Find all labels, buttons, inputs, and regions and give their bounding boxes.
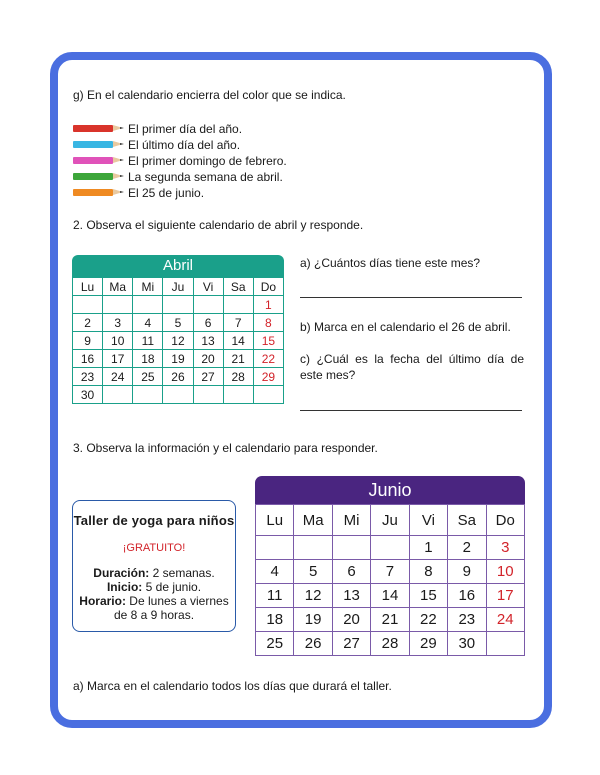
abril-day-cell[interactable]: 1	[253, 296, 283, 314]
junio-day-cell[interactable]: 12	[294, 584, 332, 608]
abril-weekday: Lu	[73, 278, 103, 296]
abril-day-cell[interactable]: 19	[163, 350, 193, 368]
abril-day-cell[interactable]	[163, 296, 193, 314]
abril-day-cell[interactable]: 20	[193, 350, 223, 368]
abril-day-cell[interactable]: 2	[73, 314, 103, 332]
abril-weekday: Mi	[133, 278, 163, 296]
junio-day-cell[interactable]: 19	[294, 608, 332, 632]
junio-day-cell[interactable]: 1	[409, 536, 447, 560]
abril-day-cell[interactable]: 9	[73, 332, 103, 350]
abril-day-cell[interactable]	[193, 296, 223, 314]
abril-day-cell[interactable]	[73, 296, 103, 314]
duration-label: Duración:	[93, 566, 150, 580]
yoga-info-box	[72, 500, 236, 632]
junio-day-cell[interactable]: 23	[448, 608, 486, 632]
abril-day-cell[interactable]: 7	[223, 314, 253, 332]
junio-day-cell[interactable]	[256, 536, 294, 560]
junio-weekday: Mi	[332, 505, 370, 536]
abril-day-cell[interactable]: 8	[253, 314, 283, 332]
color-key-item: El primer domingo de febrero.	[128, 154, 287, 168]
junio-day-cell[interactable]	[294, 536, 332, 560]
abril-weekday: Ma	[103, 278, 133, 296]
abril-day-cell[interactable]: 18	[133, 350, 163, 368]
abril-day-cell[interactable]: 22	[253, 350, 283, 368]
abril-day-cell[interactable]: 27	[193, 368, 223, 386]
junio-day-cell[interactable]: 10	[486, 560, 524, 584]
junio-weekday: Lu	[256, 505, 294, 536]
abril-day-cell[interactable]: 6	[193, 314, 223, 332]
abril-grid	[72, 277, 284, 404]
junio-weekday: Ma	[294, 505, 332, 536]
abril-weekday: Sa	[223, 278, 253, 296]
abril-day-cell[interactable]: 3	[103, 314, 133, 332]
answer-line-2a[interactable]	[300, 297, 522, 298]
abril-day-cell[interactable]: 21	[223, 350, 253, 368]
abril-day-cell[interactable]	[103, 386, 133, 404]
question-3a: a) Marca en el calendario todos los días que durará el taller.	[73, 679, 392, 693]
abril-day-cell[interactable]: 26	[163, 368, 193, 386]
abril-day-cell[interactable]: 24	[103, 368, 133, 386]
abril-day-cell[interactable]	[103, 296, 133, 314]
question-2c-line2: este mes?	[300, 368, 356, 382]
abril-day-cell[interactable]: 13	[193, 332, 223, 350]
instruction-2: 2. Observa el siguiente calendario de abril y responde.	[73, 218, 364, 232]
abril-day-cell[interactable]: 15	[253, 332, 283, 350]
junio-day-cell[interactable]: 26	[294, 632, 332, 656]
start-value: 5 de junio.	[142, 580, 202, 594]
abril-day-cell[interactable]: 4	[133, 314, 163, 332]
abril-day-cell[interactable]	[253, 386, 283, 404]
start-label: Inicio:	[106, 580, 143, 594]
abril-day-cell[interactable]	[223, 296, 253, 314]
junio-day-cell[interactable]: 18	[256, 608, 294, 632]
abril-day-cell[interactable]	[193, 386, 223, 404]
question-2a: a) ¿Cuántos días tiene este mes?	[300, 256, 481, 270]
junio-day-cell[interactable]: 6	[332, 560, 370, 584]
color-key-item: El último día del año.	[128, 138, 241, 152]
color-key-item: El 25 de junio.	[128, 186, 205, 200]
junio-day-cell[interactable]: 28	[371, 632, 409, 656]
junio-day-cell[interactable]: 7	[371, 560, 409, 584]
abril-day-cell[interactable]	[163, 386, 193, 404]
abril-calendar	[72, 255, 284, 404]
junio-day-cell[interactable]: 27	[332, 632, 370, 656]
abril-day-cell[interactable]: 30	[73, 386, 103, 404]
abril-weekday: Ju	[163, 278, 193, 296]
abril-day-cell[interactable]	[223, 386, 253, 404]
question-2c-line1: c) ¿Cuál es la fecha del último día de	[300, 352, 524, 366]
junio-day-cell[interactable]: 14	[371, 584, 409, 608]
junio-weekday: Vi	[409, 505, 447, 536]
junio-day-cell[interactable]: 17	[486, 584, 524, 608]
junio-day-cell[interactable]: 20	[332, 608, 370, 632]
junio-day-cell[interactable]	[486, 632, 524, 656]
junio-header: Junio	[255, 476, 525, 504]
abril-weekday: Do	[253, 278, 283, 296]
junio-day-cell[interactable]: 5	[294, 560, 332, 584]
junio-day-cell[interactable]: 11	[256, 584, 294, 608]
junio-day-cell[interactable]: 29	[409, 632, 447, 656]
pencil-icon	[73, 141, 125, 148]
yoga-title: Taller de yoga para niños	[73, 513, 235, 528]
duration-value: 2 semanas.	[149, 566, 215, 580]
junio-day-cell[interactable]: 4	[256, 560, 294, 584]
junio-day-cell[interactable]	[371, 536, 409, 560]
abril-day-cell[interactable]: 28	[223, 368, 253, 386]
abril-day-cell[interactable]: 16	[73, 350, 103, 368]
abril-day-cell[interactable]: 14	[223, 332, 253, 350]
pencil-icon	[73, 157, 125, 164]
junio-day-cell[interactable]: 15	[409, 584, 447, 608]
abril-day-cell[interactable]: 11	[133, 332, 163, 350]
junio-day-cell[interactable]	[332, 536, 370, 560]
schedule-line2: de 8 a 9 horas.	[113, 608, 195, 622]
question-2b: b) Marca en el calendario el 26 de abril.	[300, 320, 511, 334]
junio-weekday: Do	[486, 505, 524, 536]
abril-day-cell[interactable]: 12	[163, 332, 193, 350]
abril-day-cell[interactable]: 17	[103, 350, 133, 368]
abril-day-cell[interactable]: 25	[133, 368, 163, 386]
abril-day-cell[interactable]: 5	[163, 314, 193, 332]
junio-day-cell[interactable]: 25	[256, 632, 294, 656]
color-key-item: El primer día del año.	[128, 122, 243, 136]
junio-day-cell[interactable]: 3	[486, 536, 524, 560]
junio-day-cell[interactable]: 24	[486, 608, 524, 632]
abril-header: Abril	[72, 255, 284, 277]
junio-calendar	[255, 476, 525, 656]
junio-day-cell[interactable]: 9	[448, 560, 486, 584]
junio-day-cell[interactable]: 21	[371, 608, 409, 632]
abril-day-cell[interactable]: 23	[73, 368, 103, 386]
pencil-icon	[73, 173, 125, 180]
schedule-label: Horario:	[79, 594, 126, 608]
schedule-value: De lunes a viernes	[125, 594, 229, 608]
abril-day-cell[interactable]: 29	[253, 368, 283, 386]
junio-day-cell[interactable]: 8	[409, 560, 447, 584]
abril-day-cell[interactable]: 10	[103, 332, 133, 350]
pencil-icon	[73, 189, 125, 196]
junio-day-cell[interactable]: 16	[448, 584, 486, 608]
abril-weekday: Vi	[193, 278, 223, 296]
junio-grid	[255, 504, 525, 656]
color-key-item: La segunda semana de abril.	[128, 170, 283, 184]
instruction-g: g) En el calendario encierra del color que se indica.	[73, 88, 346, 102]
junio-weekday: Ju	[371, 505, 409, 536]
junio-weekday: Sa	[448, 505, 486, 536]
pencil-icon	[73, 125, 125, 132]
junio-day-cell[interactable]: 30	[448, 632, 486, 656]
answer-line-2c[interactable]	[300, 410, 522, 411]
abril-day-cell[interactable]	[133, 386, 163, 404]
junio-day-cell[interactable]: 2	[448, 536, 486, 560]
abril-day-cell[interactable]	[133, 296, 163, 314]
yoga-details	[73, 566, 235, 622]
instruction-3: 3. Observa la información y el calendario para responder.	[73, 441, 378, 455]
junio-day-cell[interactable]: 22	[409, 608, 447, 632]
yoga-free: ¡GRATUITO!	[122, 542, 186, 554]
junio-day-cell[interactable]: 13	[332, 584, 370, 608]
